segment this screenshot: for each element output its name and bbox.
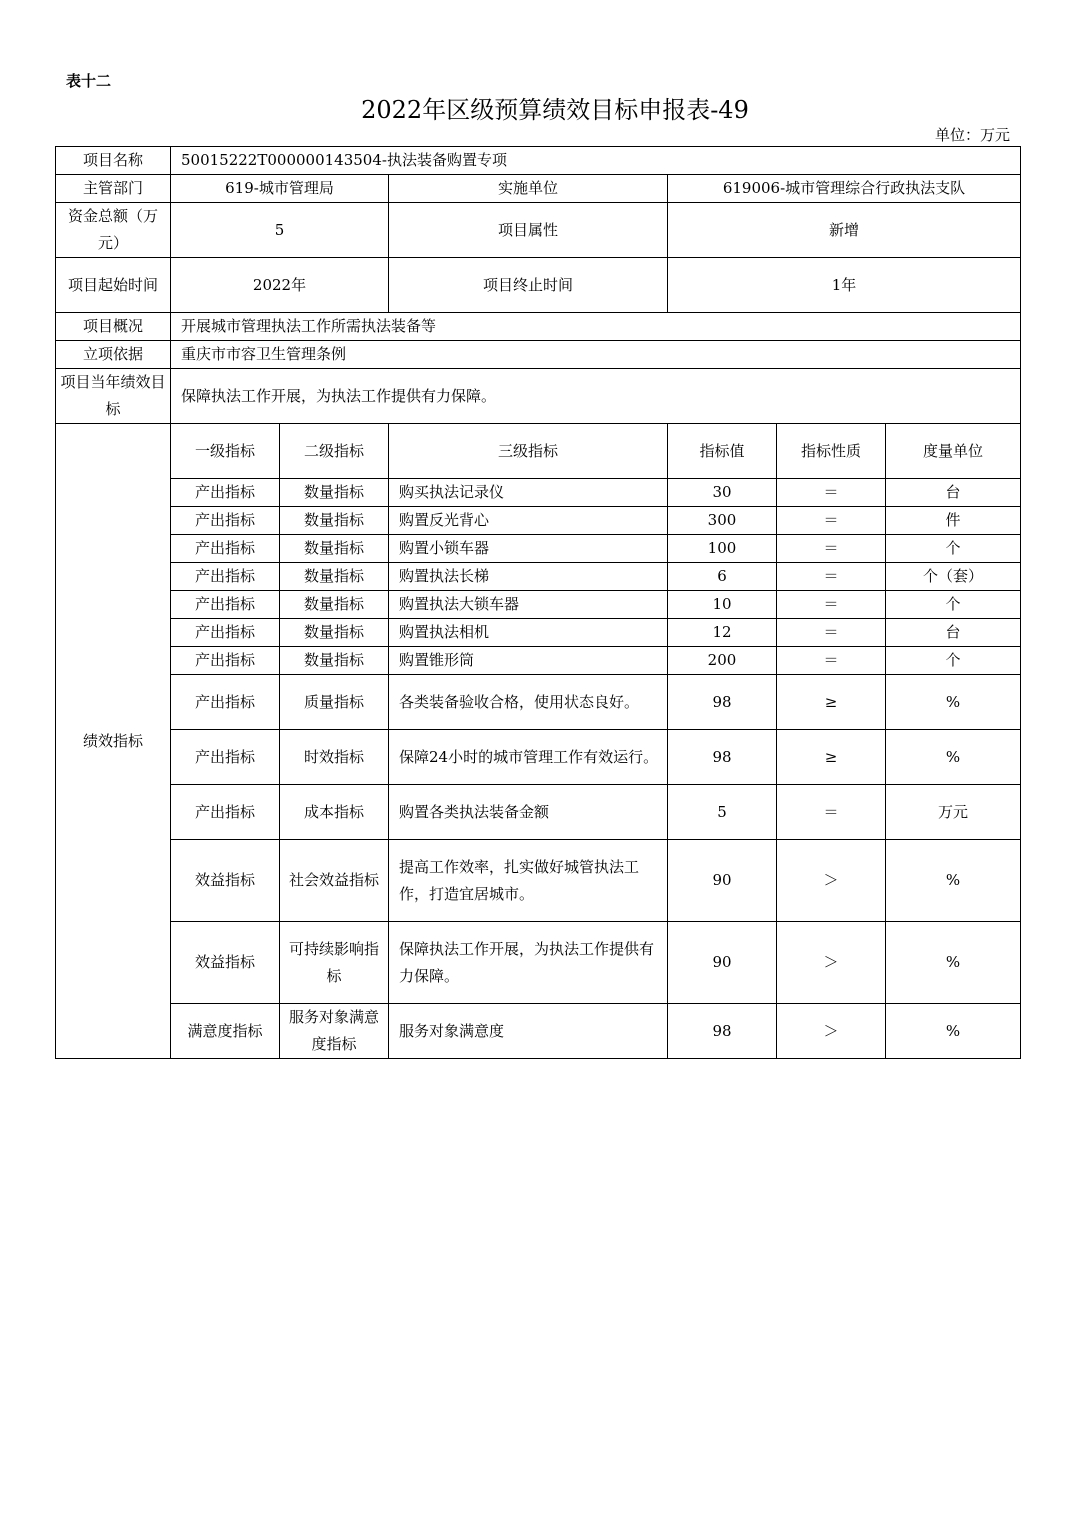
cell-level2: 成本指标 bbox=[280, 785, 389, 840]
cell-nature: ＞ bbox=[777, 840, 886, 922]
cell-nature: ≥ bbox=[777, 675, 886, 730]
table-row bbox=[56, 591, 1021, 619]
value-goal: 保障执法工作开展，为执法工作提供有力保障。 bbox=[171, 369, 1021, 424]
label-overview: 项目概况 bbox=[56, 313, 171, 341]
cell-nature: ＞ bbox=[777, 922, 886, 1004]
header-nature: 指标性质 bbox=[777, 424, 886, 479]
cell-level2: 数量指标 bbox=[280, 647, 389, 675]
cell-level2: 社会效益指标 bbox=[280, 840, 389, 922]
cell-level3: 购置执法相机 bbox=[389, 619, 668, 647]
table-row bbox=[56, 675, 1021, 730]
cell-unit: % bbox=[886, 1004, 1021, 1059]
value-overview: 开展城市管理执法工作所需执法装备等 bbox=[171, 313, 1021, 341]
label-attribute: 项目属性 bbox=[389, 203, 668, 258]
cell-level2: 可持续影响指标 bbox=[280, 922, 389, 1004]
header-unit: 度量单位 bbox=[886, 424, 1021, 479]
cell-level3: 各类装备验收合格，使用状态良好。 bbox=[389, 675, 668, 730]
cell-nature: ＝ bbox=[777, 591, 886, 619]
cell-level1: 效益指标 bbox=[171, 922, 280, 1004]
cell-level2: 数量指标 bbox=[280, 535, 389, 563]
label-end: 项目终止时间 bbox=[389, 258, 668, 313]
label-fund: 资金总额（万元） bbox=[56, 203, 171, 258]
cell-level2: 数量指标 bbox=[280, 479, 389, 507]
cell-value: 10 bbox=[668, 591, 777, 619]
cell-level3: 提高工作效率，扎实做好城管执法工作，打造宜居城市。 bbox=[389, 840, 668, 922]
perf-header-row bbox=[56, 424, 1021, 479]
cell-value: 90 bbox=[668, 840, 777, 922]
cell-unit: % bbox=[886, 675, 1021, 730]
cell-level1: 满意度指标 bbox=[171, 1004, 280, 1059]
cell-level3: 购置反光背心 bbox=[389, 507, 668, 535]
cell-value: 98 bbox=[668, 675, 777, 730]
cell-level3: 购置执法长梯 bbox=[389, 563, 668, 591]
table-row bbox=[56, 647, 1021, 675]
cell-value: 300 bbox=[668, 507, 777, 535]
cell-level1: 产出指标 bbox=[171, 785, 280, 840]
cell-level2: 数量指标 bbox=[280, 563, 389, 591]
cell-unit: % bbox=[886, 922, 1021, 1004]
cell-nature: ＝ bbox=[777, 563, 886, 591]
cell-level3: 购买执法记录仪 bbox=[389, 479, 668, 507]
cell-unit: 个（套） bbox=[886, 563, 1021, 591]
cell-nature: ＞ bbox=[777, 1004, 886, 1059]
value-project-name: 50015222T000000143504-执法装备购置专项 bbox=[171, 147, 1021, 175]
cell-nature: ＝ bbox=[777, 619, 886, 647]
cell-unit: 个 bbox=[886, 535, 1021, 563]
row-basis bbox=[56, 341, 1021, 369]
value-start: 2022年 bbox=[171, 258, 389, 313]
value-end: 1年 bbox=[668, 258, 1021, 313]
row-overview bbox=[56, 313, 1021, 341]
cell-level2: 数量指标 bbox=[280, 619, 389, 647]
table-row bbox=[56, 840, 1021, 922]
cell-level3: 保障24小时的城市管理工作有效运行。 bbox=[389, 730, 668, 785]
label-start: 项目起始时间 bbox=[56, 258, 171, 313]
value-department: 619-城市管理局 bbox=[171, 175, 389, 203]
cell-value: 98 bbox=[668, 1004, 777, 1059]
row-period bbox=[56, 258, 1021, 313]
cell-nature: ＝ bbox=[777, 479, 886, 507]
cell-level1: 产出指标 bbox=[171, 675, 280, 730]
cell-level2: 数量指标 bbox=[280, 507, 389, 535]
cell-value: 90 bbox=[668, 922, 777, 1004]
table-row bbox=[56, 730, 1021, 785]
label-project-name: 项目名称 bbox=[56, 147, 171, 175]
cell-level3: 服务对象满意度 bbox=[389, 1004, 668, 1059]
cell-level1: 效益指标 bbox=[171, 840, 280, 922]
page-title: 2022年区级预算绩效目标申报表-49 bbox=[361, 96, 749, 124]
header-level2: 二级指标 bbox=[280, 424, 389, 479]
cell-level1: 产出指标 bbox=[171, 507, 280, 535]
value-fund: 5 bbox=[171, 203, 389, 258]
table-row bbox=[56, 479, 1021, 507]
cell-level3: 保障执法工作开展，为执法工作提供有力保障。 bbox=[389, 922, 668, 1004]
cell-level1: 产出指标 bbox=[171, 647, 280, 675]
cell-level1: 产出指标 bbox=[171, 730, 280, 785]
label-department: 主管部门 bbox=[56, 175, 171, 203]
budget-form-table bbox=[55, 146, 1021, 1059]
cell-unit: 台 bbox=[886, 479, 1021, 507]
cell-unit: 台 bbox=[886, 619, 1021, 647]
cell-unit: % bbox=[886, 840, 1021, 922]
cell-level2: 时效指标 bbox=[280, 730, 389, 785]
table-row bbox=[56, 619, 1021, 647]
table-number: 表十二 bbox=[66, 72, 112, 90]
cell-unit: 万元 bbox=[886, 785, 1021, 840]
table-row bbox=[56, 535, 1021, 563]
row-project-name bbox=[56, 147, 1021, 175]
row-goal bbox=[56, 369, 1021, 424]
cell-level3: 购置执法大锁车器 bbox=[389, 591, 668, 619]
cell-level1: 产出指标 bbox=[171, 563, 280, 591]
label-implementer: 实施单位 bbox=[389, 175, 668, 203]
cell-value: 200 bbox=[668, 647, 777, 675]
table-row bbox=[56, 785, 1021, 840]
table-row bbox=[56, 507, 1021, 535]
table-row bbox=[56, 563, 1021, 591]
cell-unit: 个 bbox=[886, 647, 1021, 675]
unit-note: 单位：万元 bbox=[934, 126, 1010, 144]
header-level1: 一级指标 bbox=[171, 424, 280, 479]
cell-value: 100 bbox=[668, 535, 777, 563]
cell-nature: ＝ bbox=[777, 647, 886, 675]
cell-unit: 件 bbox=[886, 507, 1021, 535]
cell-level3: 购置各类执法装备金额 bbox=[389, 785, 668, 840]
cell-value: 12 bbox=[668, 619, 777, 647]
label-goal: 项目当年绩效目标 bbox=[56, 369, 171, 424]
table-row bbox=[56, 922, 1021, 1004]
header-level3: 三级指标 bbox=[389, 424, 668, 479]
value-basis: 重庆市市容卫生管理条例 bbox=[171, 341, 1021, 369]
cell-nature: ＝ bbox=[777, 535, 886, 563]
cell-level2: 服务对象满意度指标 bbox=[280, 1004, 389, 1059]
header-value: 指标值 bbox=[668, 424, 777, 479]
cell-nature: ＝ bbox=[777, 507, 886, 535]
cell-level2: 数量指标 bbox=[280, 591, 389, 619]
table-row bbox=[56, 1004, 1021, 1059]
row-fund bbox=[56, 203, 1021, 258]
cell-value: 5 bbox=[668, 785, 777, 840]
label-basis: 立项依据 bbox=[56, 341, 171, 369]
cell-unit: % bbox=[886, 730, 1021, 785]
cell-value: 30 bbox=[668, 479, 777, 507]
cell-level1: 产出指标 bbox=[171, 591, 280, 619]
label-performance: 绩效指标 bbox=[56, 424, 171, 1059]
cell-level1: 产出指标 bbox=[171, 619, 280, 647]
cell-nature: ≥ bbox=[777, 730, 886, 785]
value-implementer: 619006-城市管理综合行政执法支队 bbox=[668, 175, 1021, 203]
cell-level2: 质量指标 bbox=[280, 675, 389, 730]
cell-value: 98 bbox=[668, 730, 777, 785]
cell-level1: 产出指标 bbox=[171, 535, 280, 563]
cell-level3: 购置小锁车器 bbox=[389, 535, 668, 563]
row-department bbox=[56, 175, 1021, 203]
cell-nature: ＝ bbox=[777, 785, 886, 840]
cell-level1: 产出指标 bbox=[171, 479, 280, 507]
cell-level3: 购置锥形筒 bbox=[389, 647, 668, 675]
cell-value: 6 bbox=[668, 563, 777, 591]
value-attribute: 新增 bbox=[668, 203, 1021, 258]
cell-unit: 个 bbox=[886, 591, 1021, 619]
